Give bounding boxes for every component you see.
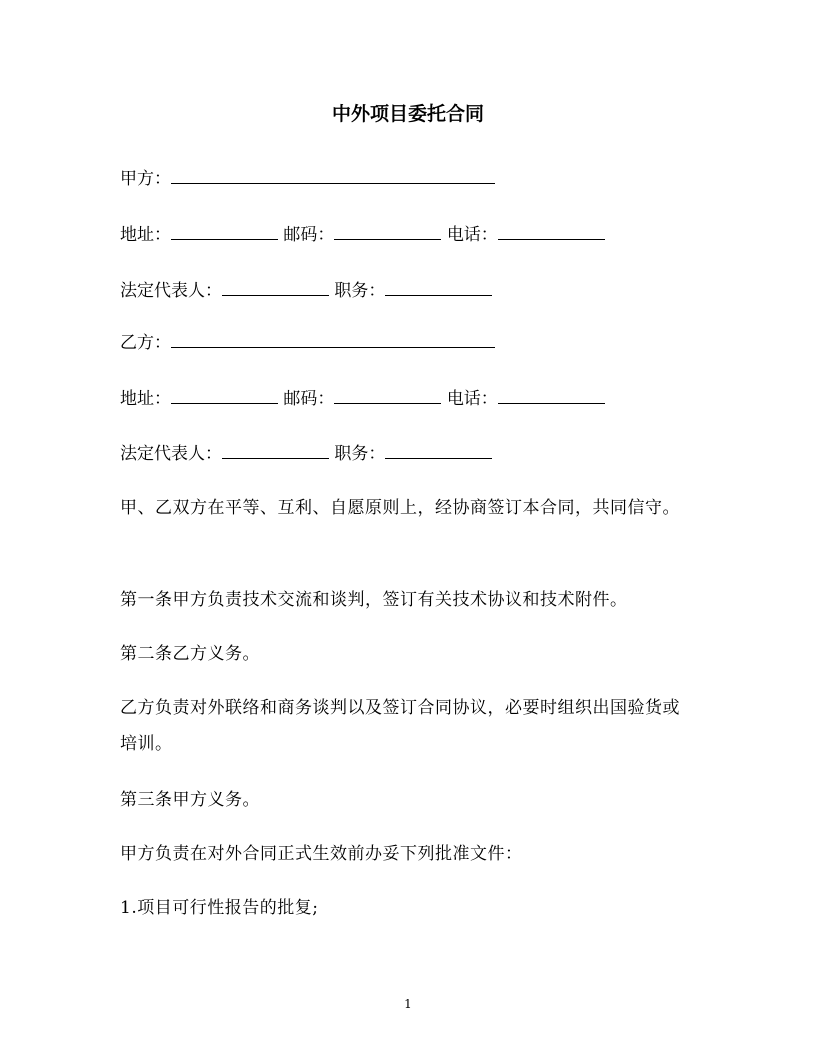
party-b-legal-rep-label: 法定代表人：	[120, 444, 222, 464]
party-b-phone-blank	[498, 386, 605, 404]
party-a-position-blank	[385, 278, 492, 296]
preamble-paragraph: 甲、乙双方在平等、互利、自愿原则上，经协商签订本合同，共同信守。	[120, 498, 680, 518]
party-a-contact-line	[120, 222, 605, 248]
party-b-blank	[171, 330, 495, 348]
party-a-legal-rep-label: 法定代表人：	[120, 281, 222, 301]
list-item-1: 1.项目可行性报告的批复;	[120, 898, 319, 918]
article-1-paragraph: 第一条甲方负责技术交流和谈判，签订有关技术协议和技术附件。	[120, 590, 628, 610]
party-a-line	[120, 166, 495, 192]
article-2-heading: 第二条乙方义务。	[120, 644, 260, 664]
party-a-address-blank	[171, 222, 278, 240]
party-a-phone-label: 电话：	[446, 225, 498, 245]
party-b-address-label: 地址：	[120, 389, 171, 409]
party-a-duties-paragraph: 甲方负责在对外合同正式生效前办妥下列批准文件：	[120, 844, 523, 864]
party-a-phone-blank	[498, 222, 605, 240]
party-a-postcode-label: 邮码：	[283, 225, 335, 245]
party-b-position-blank	[385, 441, 492, 459]
party-b-address-blank	[171, 386, 278, 404]
party-b-duties-paragraph: 乙方负责对外联络和商务谈判以及签订合同协议，必要时组织出国验货或培训。	[120, 698, 680, 754]
party-a-label: 甲方：	[120, 169, 171, 189]
party-b-position-label: 职务：	[334, 444, 386, 464]
page-number: 1	[404, 997, 412, 1011]
party-b-line	[120, 330, 495, 356]
party-a-representative-line	[120, 278, 492, 304]
article-3-heading: 第三条甲方义务。	[120, 790, 260, 810]
party-b-contact-line	[120, 386, 605, 412]
party-b-phone-label: 电话：	[446, 389, 498, 409]
party-a-legal-rep-blank	[222, 278, 329, 296]
party-a-blank	[171, 166, 495, 184]
party-a-address-label: 地址：	[120, 225, 171, 245]
page-title: 中外项目委托合同	[331, 103, 484, 125]
party-b-postcode-label: 邮码：	[283, 389, 335, 409]
party-b-postcode-blank	[334, 386, 441, 404]
party-a-position-label: 职务：	[334, 281, 386, 301]
party-b-representative-line	[120, 441, 492, 467]
party-a-postcode-blank	[334, 222, 441, 240]
party-b-legal-rep-blank	[222, 441, 329, 459]
party-b-label: 乙方：	[120, 333, 171, 353]
